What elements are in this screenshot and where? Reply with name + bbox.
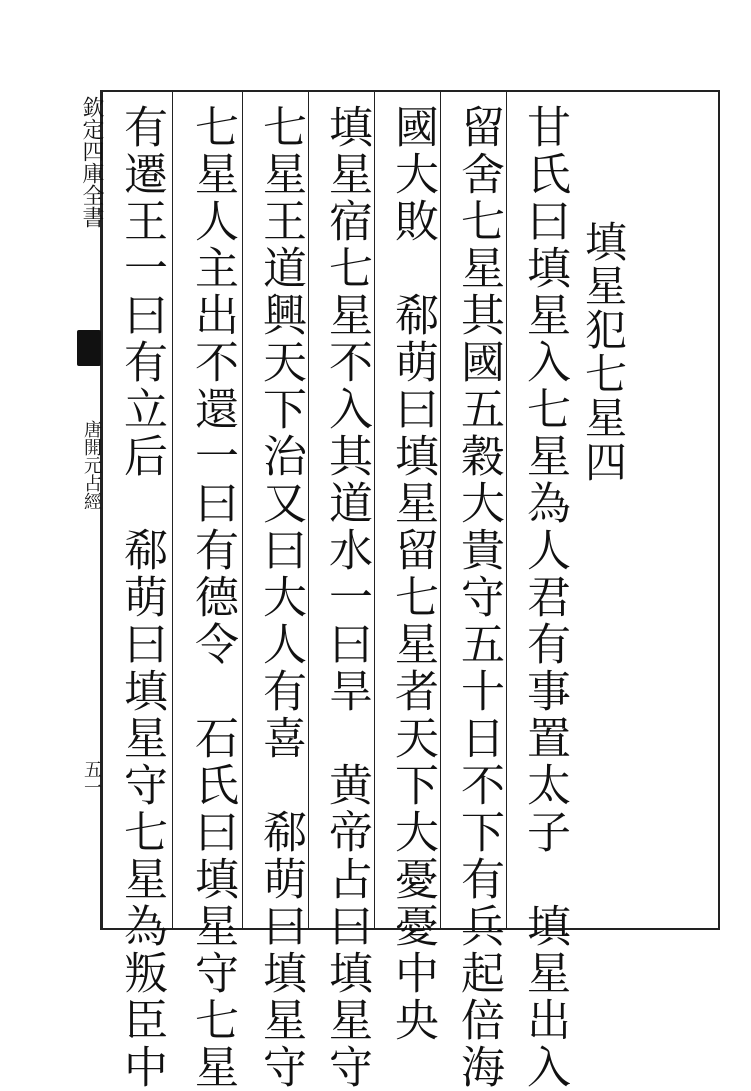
text-column-4: 填星宿七星不入其道水一曰旱 黄帝占曰填星守	[321, 104, 372, 1091]
margin-page-number: 五一	[81, 760, 102, 796]
text-column-1: 甘氏曰填星入七星為人君有事置太子 填星出入	[519, 104, 570, 1091]
margin-book-title: 欽定四庫全書	[79, 96, 104, 228]
margin-section-title: 唐開元占經	[81, 420, 102, 510]
text-column-5: 七星王道興天下治又曰大人有喜 郗萌曰填星守	[255, 104, 306, 1091]
margin-fishtail-mark	[77, 330, 101, 366]
text-column-7: 有遷王一曰有立后 郗萌曰填星守七星為叛臣中	[116, 104, 167, 1091]
text-column-3: 國大敗 郗萌曰填星留七星者天下大憂憂中央	[387, 104, 438, 1044]
section-title: 填星犯七星四	[579, 220, 628, 484]
column-rule	[172, 90, 173, 930]
text-column-6: 七星人主出不還一曰有德令 石氏曰填星守七星	[187, 104, 238, 1091]
column-rule	[242, 90, 243, 930]
text-column-2: 留舍七星其國五穀大貴守五十日不下有兵起倍海	[453, 104, 504, 1091]
